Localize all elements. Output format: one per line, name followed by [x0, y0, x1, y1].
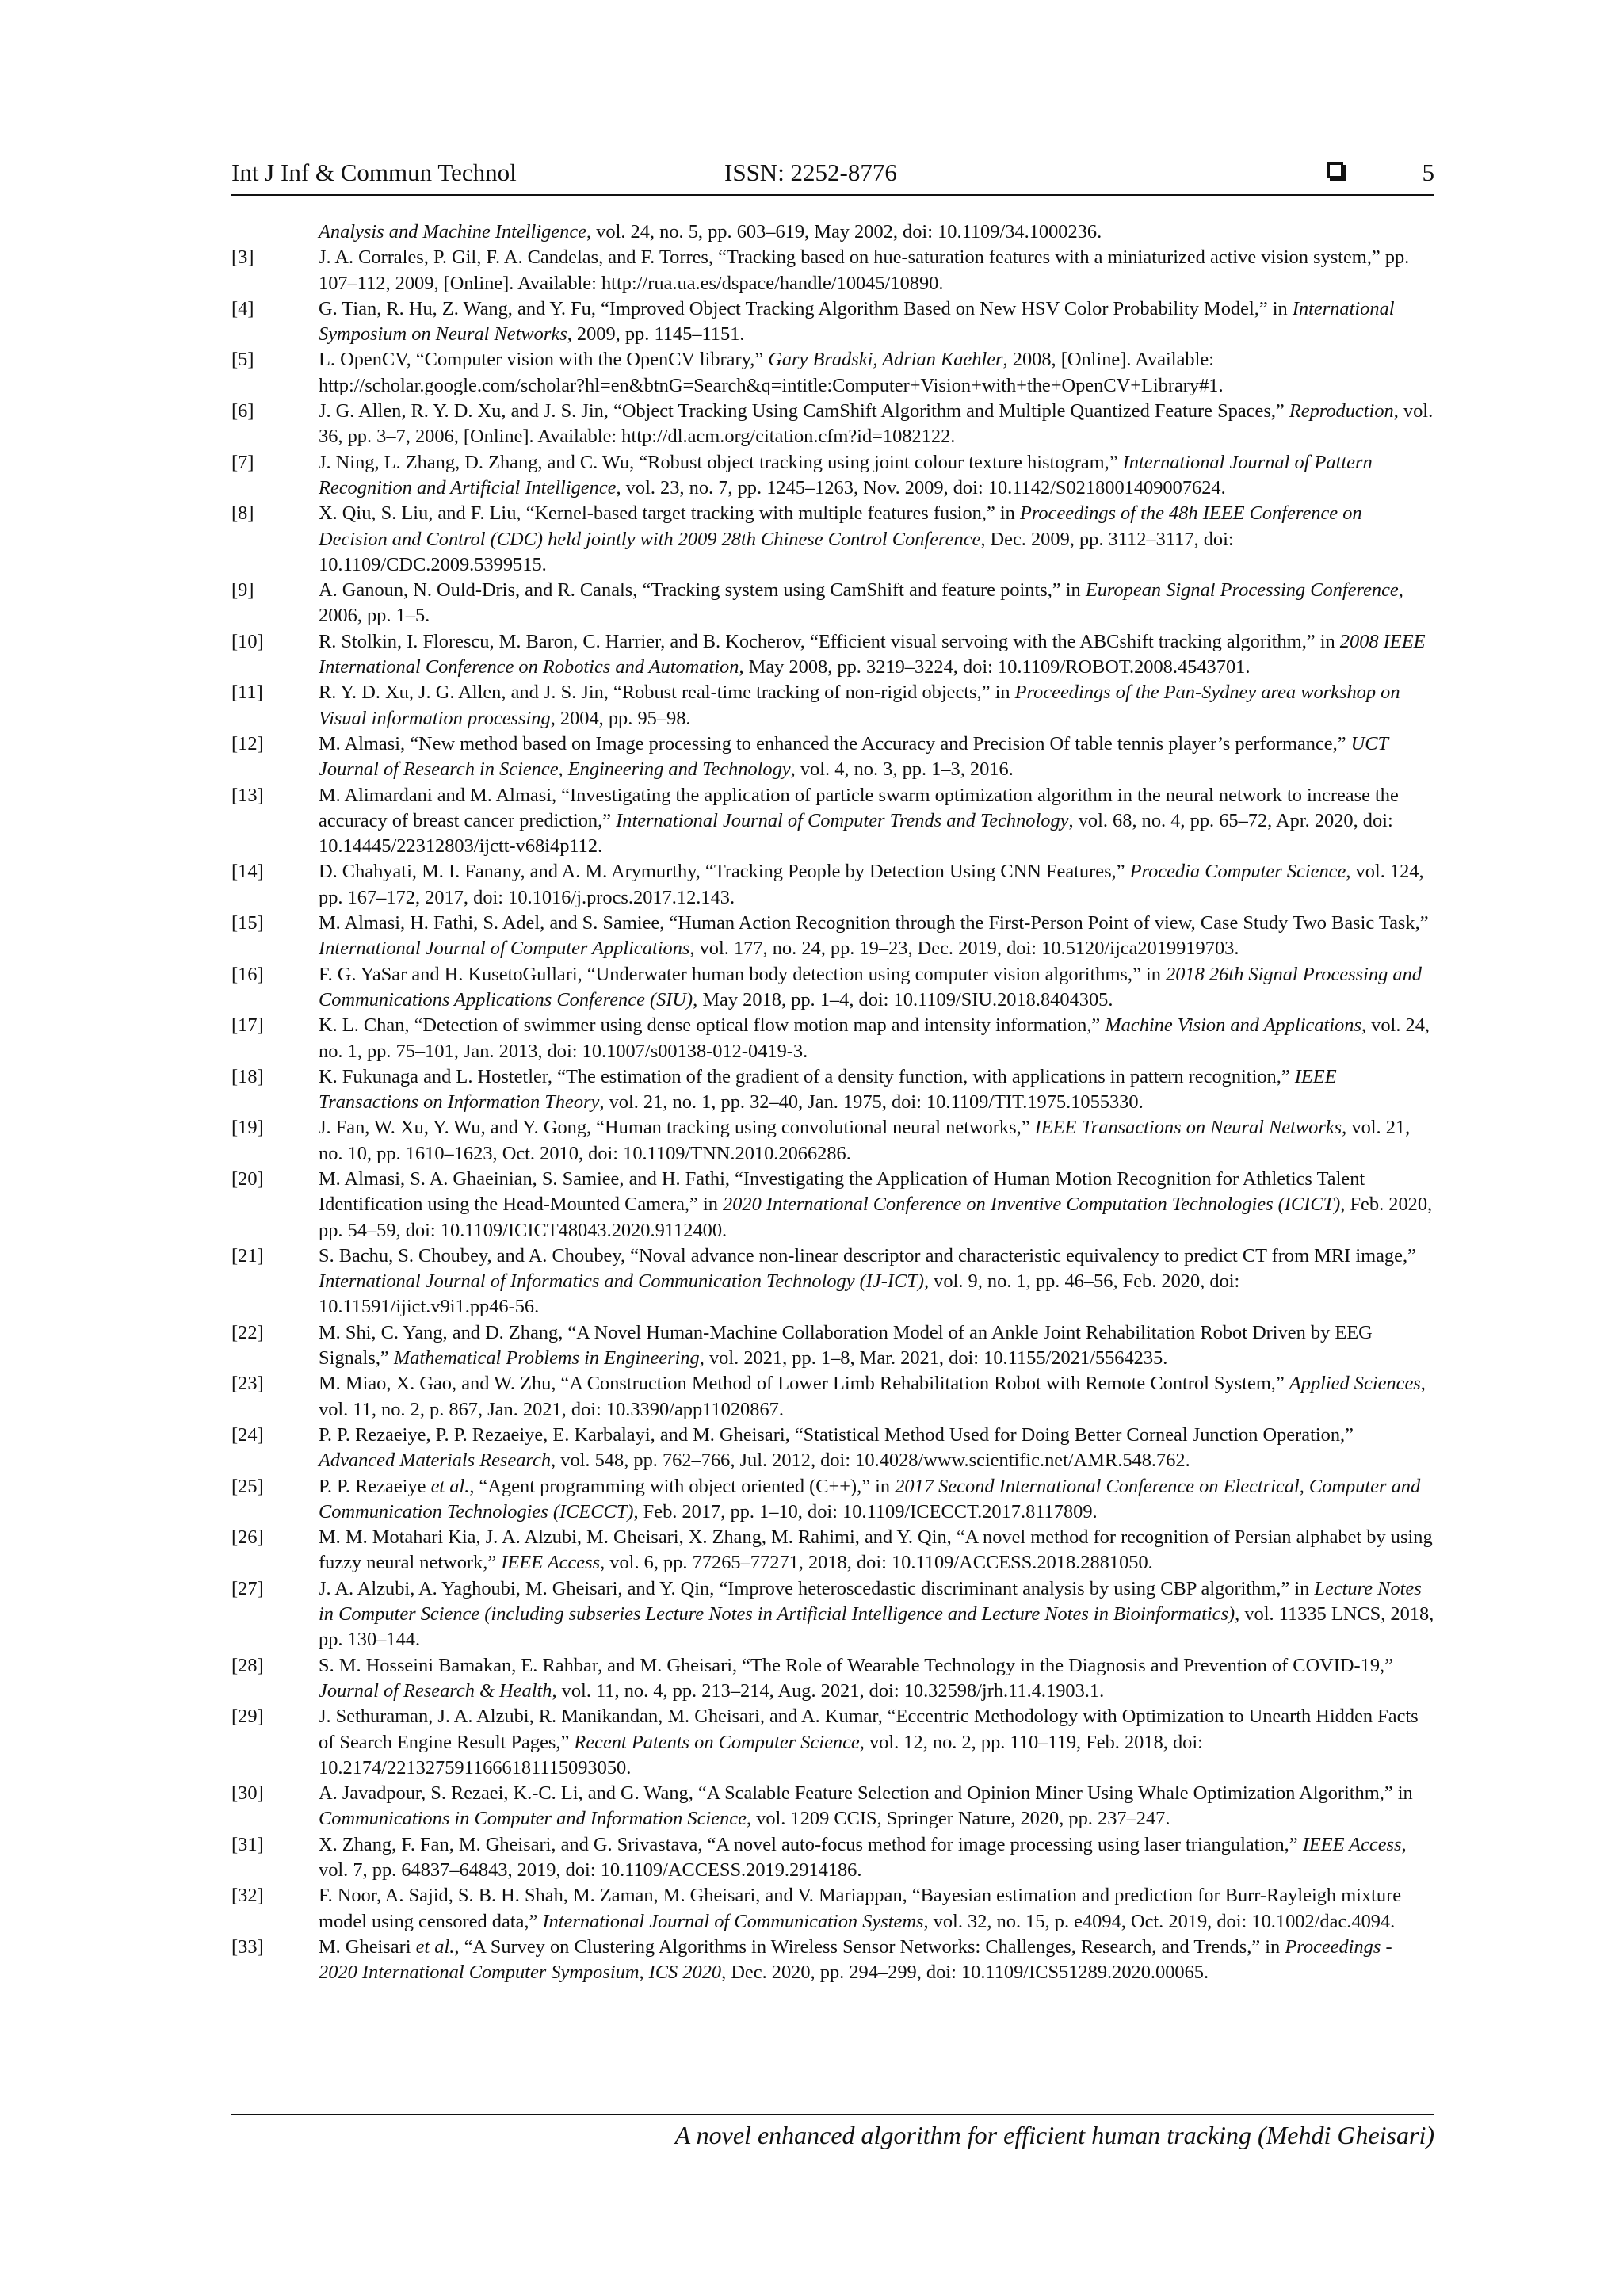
reference-entry	[231, 501, 1434, 578]
reference-italic-segment: IEEE Access	[1302, 1833, 1402, 1855]
reference-segment: M. Almasi, S. A. Ghaeinian, S. Samiee, and H. Fathi, “Investigating the Application of Human Motion Recognition for Athletics Talent Identification using the Head-Mounted Camera,” in	[319, 1167, 1365, 1216]
reference-text	[319, 1167, 1434, 1244]
reference-segment: , vol. 24, no. 1, pp. 75–101, Jan. 2013, doi: 10.1007/s00138-012-0419-3.	[319, 1014, 1430, 1062]
reference-segment: , vol. 32, no. 15, p. e4094, Oct. 2019, doi: 10.1002/dac.4094.	[923, 1910, 1396, 1932]
reference-segment: , vol. 9, no. 1, pp. 46–56, Feb. 2020, doi: 10.11591/ijict.v9i1.pp46-56.	[319, 1270, 1240, 1318]
reference-segment: , Dec. 2020, pp. 294–299, doi: 10.1109/ICS51289.2020.00065.	[721, 1962, 1209, 1984]
reference-number: [10]	[231, 630, 264, 652]
reference-segment: , 2009, pp. 1145–1151.	[567, 323, 745, 346]
reference-number: [18]	[231, 1065, 264, 1087]
reference-segment: R. Y. D. Xu, J. G. Allen, and J. S. Jin, “Robust real-time tracking of non-rigid objects,” in	[319, 682, 1015, 704]
reference-number: [30]	[231, 1782, 264, 1805]
reference-italic-segment: Machine Vision and Applications	[1105, 1014, 1361, 1037]
reference-text	[319, 347, 1434, 399]
reference-entry	[231, 629, 1434, 681]
reference-segment: S. M. Hosseini Bamakan, E. Rahbar, and M. Gheisari, “The Role of Wearable Technology in the Diagnosis and Prevention of COVID-19,”	[319, 1654, 1393, 1676]
reference-entry	[231, 1423, 1434, 1474]
reference-number: [27]	[231, 1577, 264, 1599]
reference-text	[319, 911, 1434, 962]
reference-entry	[231, 296, 1434, 348]
reference-italic-segment: Mathematical Problems in Engineering	[393, 1347, 700, 1370]
reference-text	[319, 1013, 1434, 1064]
reference-italic-segment: 2008 IEEE International Conference on Robotics and Automation	[319, 630, 1426, 678]
reference-segment: J. A. Alzubi, A. Yaghoubi, M. Gheisari, and Y. Qin, “Improve heteroscedastic discriminant analysis by using CBP algorithm,” in	[319, 1577, 1315, 1599]
reference-text	[319, 1704, 1434, 1781]
reference-segment: , “A Survey on Clustering Algorithms in Wireless Sensor Networks: Challenges, Research, and Trends,” in	[454, 1935, 1285, 1958]
reference-italic-segment: 2018 26th Signal Processing and Communications Applications Conference (SIU)	[319, 963, 1422, 1010]
reference-segment: , May 2018, pp. 1–4, doi: 10.1109/SIU.2018.8404305.	[693, 988, 1113, 1010]
reference-entry	[231, 347, 1434, 399]
reference-number: [12]	[231, 732, 264, 755]
reference-segment: , 2004, pp. 95–98.	[550, 707, 691, 729]
reference-italic-segment: Lecture Notes in Computer Science (including subseries Lecture Notes in Artificial Intelligence and Lecture Notes in Bioinformatics)	[319, 1577, 1422, 1626]
page-number: 5	[1422, 159, 1434, 186]
reference-segment: M. M. Motahari Kia, J. A. Alzubi, M. Gheisari, X. Zhang, M. Rahimi, and Y. Qin, “A novel method for recognition of Persian alphabet by using fuzzy neural network,”	[319, 1526, 1433, 1574]
reference-italic-segment: Proceedings of the 48h IEEE Conference on Decision and Control (CDC) held jointly with 2009 28th Chinese Control Conference	[319, 502, 1362, 550]
reference-number: [32]	[231, 1885, 264, 1907]
page-header	[231, 155, 1434, 190]
reference-text	[319, 1320, 1434, 1372]
reference-italic-segment: International Symposium on Neural Networks	[319, 297, 1395, 346]
reference-segment: M. Almasi, “New method based on Image processing to enhanced the Accuracy and Precision Of table tennis player’s performance,”	[319, 732, 1351, 755]
reference-entry	[231, 1832, 1434, 1884]
reference-segment: M. Almasi, H. Fathi, S. Adel, and S. Samiee, “Human Action Recognition through the First-Person Point of view, Case Study Two Basic Task,”	[319, 912, 1429, 934]
reference-text	[319, 732, 1434, 783]
reference-italic-segment: Gary Bradski, Adrian Kaehler	[768, 349, 1003, 371]
reference-text	[319, 296, 1434, 348]
reference-italic-segment: IEEE Access	[501, 1552, 601, 1574]
reference-entry	[231, 1244, 1434, 1320]
reference-number: [16]	[231, 963, 264, 985]
reference-segment: , vol. 7, pp. 64837–64843, 2019, doi: 10.1109/ACCESS.2019.2914186.	[319, 1833, 1407, 1881]
reference-entry	[231, 962, 1434, 1014]
reference-entry	[231, 578, 1434, 629]
reference-italic-segment: International Journal of Pattern Recognition and Artificial Intelligence	[319, 451, 1373, 499]
reference-entry	[231, 680, 1434, 732]
reference-italic-segment: International Journal of Informatics and Communication Technology (IJ-ICT)	[319, 1270, 924, 1293]
issn: ISSN: 2252-8776	[724, 159, 897, 186]
reference-entry	[231, 1525, 1434, 1576]
reference-italic-segment: International Journal of Communication Systems	[542, 1910, 924, 1932]
reference-segment: R. Stolkin, I. Florescu, M. Baron, C. Harrier, and B. Kocherov, “Efficient visual servoing with the ABCshift tracking algorithm,” in	[319, 630, 1340, 652]
reference-segment: F. G. YaSar and H. KusetoGullari, “Underwater human body detection using computer vision algorithms,” in	[319, 963, 1167, 985]
reference-segment: P. P. Rezaeiye, P. P. Rezaeiye, E. Karbalayi, and M. Gheisari, “Statistical Method Used for Doing Better Corneal Junction Operation,”	[319, 1423, 1354, 1446]
reference-segment: , Feb. 2017, pp. 1–10, doi: 10.1109/ICECCT.2017.8117809.	[633, 1500, 1098, 1522]
reference-segment: , vol. 21, no. 1, pp. 32–40, Jan. 1975, doi: 10.1109/TIT.1975.1055330.	[599, 1091, 1144, 1114]
reference-segment: , Dec. 2009, pp. 3112–3117, doi: 10.1109/CDC.2009.5399515.	[319, 528, 1234, 575]
reference-italic-segment: et al.	[415, 1935, 455, 1958]
reference-number: [8]	[231, 502, 254, 525]
reference-text	[319, 1474, 1434, 1526]
reference-segment: X. Zhang, F. Fan, M. Gheisari, and G. Srivastava, “A novel auto-focus method for image processing using laser triangulation,”	[319, 1833, 1303, 1855]
reference-segment: , vol. 11, no. 4, pp. 213–214, Aug. 2021, doi: 10.32598/jrh.11.4.1903.1.	[552, 1679, 1105, 1702]
running-footer-title: A novel enhanced algorithm for efficient human tracking (Mehdi Gheisari)	[674, 2121, 1434, 2149]
reference-segment: J. Ning, L. Zhang, D. Zhang, and C. Wu, “Robust object tracking using joint colour texture histogram,”	[319, 451, 1123, 473]
reference-text	[319, 1576, 1434, 1653]
reference-segment: , vol. 11, no. 2, p. 867, Jan. 2021, doi: 10.3390/app11020867.	[319, 1373, 1426, 1420]
reference-text	[319, 1653, 1434, 1705]
reference-entry	[231, 1167, 1434, 1244]
reference-segment: M. Shi, C. Yang, and D. Zhang, “A Novel Human-Machine Collaboration Model of an Ankle Joint Rehabilitation Robot Driven by EEG Signals,”	[319, 1321, 1373, 1370]
reference-segment: , vol. 124, pp. 167–172, 2017, doi: 10.1016/j.procs.2017.12.143.	[319, 861, 1424, 908]
reference-segment: J. Sethuraman, J. A. Alzubi, R. Manikandan, M. Gheisari, and A. Kumar, “Eccentric Methodology with Optimization to Unearth Hidden Facts of Search Engine Result Pages,”	[319, 1706, 1419, 1753]
reference-text	[319, 1781, 1434, 1832]
reference-italic-segment: UCT Journal of Research in Science, Engineering and Technology	[319, 732, 1388, 781]
reference-number: [29]	[231, 1706, 264, 1728]
reference-italic-segment: Analysis and Machine Intelligence	[319, 221, 586, 243]
reference-entry	[231, 911, 1434, 962]
reference-entry	[231, 1115, 1434, 1167]
reference-entry	[231, 783, 1434, 860]
reference-number: [33]	[231, 1935, 264, 1958]
reference-number: [4]	[231, 297, 254, 319]
reference-text	[319, 629, 1434, 681]
reference-text	[319, 245, 1434, 296]
reference-text	[319, 450, 1434, 502]
reference-italic-segment: Journal of Research & Health	[319, 1679, 552, 1702]
reference-entry	[231, 1935, 1434, 1986]
reference-text	[319, 1525, 1434, 1576]
reference-segment: , vol. 12, no. 2, pp. 110–119, Feb. 2018, doi: 10.2174/2213275911666181115093050.	[319, 1731, 1203, 1778]
reference-italic-segment: Recent Patents on Computer Science	[574, 1731, 860, 1753]
reference-segment: , vol. 36, pp. 3–7, 2006, [Online]. Available: http://dl.acm.org/citation.cfm?id=1082122.	[319, 400, 1434, 448]
reference-segment: M. Alimardani and M. Almasi, “Investigating the application of particle swarm optimization algorithm in the neural network to increase the accuracy of breast cancer prediction,”	[319, 784, 1399, 831]
reference-list	[231, 220, 1434, 1985]
reference-segment: K. Fukunaga and L. Hostetler, “The estimation of the gradient of a density function, with applications in pattern recognition,”	[319, 1065, 1295, 1087]
reference-italic-segment: Reproduction	[1289, 400, 1394, 422]
reference-segment: , May 2008, pp. 3219–3224, doi: 10.1109/ROBOT.2008.4543701.	[739, 656, 1251, 678]
reference-italic-segment: International Journal of Computer Applications	[319, 938, 690, 960]
reference-entry	[231, 450, 1434, 502]
reference-number: [22]	[231, 1321, 264, 1343]
reference-number: [6]	[231, 400, 254, 422]
reference-segment: , vol. 21, no. 10, pp. 1610–1623, Oct. 2010, doi: 10.1109/TNN.2010.2066286.	[319, 1117, 1411, 1164]
reference-number: [23]	[231, 1373, 264, 1395]
reference-italic-segment: IEEE Transactions on Information Theory	[319, 1065, 1337, 1114]
reference-number: [31]	[231, 1833, 264, 1855]
reference-segment: M. Gheisari	[319, 1935, 416, 1958]
reference-text	[319, 1244, 1434, 1320]
reference-entry	[231, 1013, 1434, 1064]
reference-text	[319, 783, 1434, 860]
reference-italic-segment: European Signal Processing Conference	[1085, 579, 1399, 602]
reference-segment: J. Fan, W. Xu, Y. Wu, and Y. Gong, “Human tracking using convolutional neural networks,”	[319, 1117, 1035, 1139]
reference-text	[319, 680, 1434, 732]
reference-text	[319, 220, 1434, 245]
reference-segment: , vol. 4, no. 3, pp. 1–3, 2016.	[790, 758, 1014, 781]
header-rule	[231, 194, 1434, 196]
reference-entry	[231, 1781, 1434, 1832]
reference-number: [25]	[231, 1475, 264, 1497]
reference-segment: , Feb. 2020, pp. 54–59, doi: 10.1109/ICICT48043.2020.9112400.	[319, 1194, 1433, 1241]
reference-text	[319, 399, 1434, 450]
reference-italic-segment: 2017 Second International Conference on Electrical, Computer and Communication Technologies (ICECCT)	[319, 1475, 1421, 1522]
reference-number: [26]	[231, 1526, 264, 1549]
reference-segment: , vol. 548, pp. 762–766, Jul. 2012, doi: 10.4028/www.scientific.net/AMR.548.762.	[551, 1450, 1190, 1472]
reference-italic-segment: Communications in Computer and Information Science	[319, 1808, 747, 1830]
reference-segment: J. G. Allen, R. Y. D. Xu, and J. S. Jin, “Object Tracking Using CamShift Algorithm and Multiple Quantized Feature Spaces,”	[319, 400, 1289, 422]
reference-entry	[231, 1653, 1434, 1705]
reference-italic-segment: Advanced Materials Research	[319, 1450, 552, 1472]
reference-segment: , vol. 23, no. 7, pp. 1245–1263, Nov. 2009, doi: 10.1142/S0218001409007624.	[616, 476, 1226, 499]
reference-number: [9]	[231, 579, 254, 602]
reference-entry	[231, 220, 1434, 245]
reference-number: [17]	[231, 1014, 264, 1037]
reference-segment: P. P. Rezaeiye	[319, 1475, 431, 1497]
reference-segment: S. Bachu, S. Choubey, and A. Choubey, “Noval advance non-linear descriptor and characteristic equivalency to predict CT from MRI image,”	[319, 1244, 1416, 1266]
reference-number: [14]	[231, 861, 264, 883]
reference-segment: , vol. 11335 LNCS, 2018, pp. 130–144.	[319, 1603, 1434, 1651]
footer-rule	[231, 2114, 1434, 2115]
reference-number: [11]	[231, 682, 263, 704]
reference-number: [19]	[231, 1117, 264, 1139]
reference-entry	[231, 1474, 1434, 1526]
journal-name: Int J Inf & Commun Technol	[231, 159, 517, 186]
reference-number: [20]	[231, 1167, 264, 1190]
reference-segment: , vol. 68, no. 4, pp. 65–72, Apr. 2020, doi: 10.14445/22312803/ijctt-v68i4p112.	[319, 809, 1393, 858]
reference-italic-segment: Proceedings of the Pan-Sydney area workshop on Visual information processing	[319, 682, 1400, 729]
checkbox-icon	[1327, 162, 1343, 178]
reference-segment: L. OpenCV, “Computer vision with the OpenCV library,”	[319, 349, 769, 371]
reference-text	[319, 1115, 1434, 1167]
reference-entry	[231, 1704, 1434, 1781]
reference-segment: , 2008, [Online]. Available: http://scholar.google.com/scholar?hl=en&btnG=Search&q=intitle:Computer+Vision+with+the+OpenCV+Library#1.	[319, 349, 1224, 396]
reference-number: [3]	[231, 246, 254, 269]
reference-text	[319, 962, 1434, 1014]
reference-number: [7]	[231, 451, 254, 473]
reference-segment: A. Javadpour, S. Rezaei, K.-C. Li, and G. Wang, “A Scalable Feature Selection and Opinion Miner Using Whale Optimization Algorithm,” in	[319, 1782, 1413, 1805]
reference-number: [15]	[231, 912, 264, 934]
reference-entry	[231, 732, 1434, 783]
reference-segment: , vol. 1209 CCIS, Springer Nature, 2020, pp. 237–247.	[746, 1808, 1170, 1830]
reference-segment: D. Chahyati, M. I. Fanany, and A. M. Arymurthy, “Tracking People by Detection Using CNN Features,”	[319, 861, 1130, 883]
reference-italic-segment: Applied Sciences	[1289, 1373, 1421, 1395]
reference-italic-segment: 2020 International Conference on Inventive Computation Technologies (ICICT)	[723, 1194, 1341, 1216]
reference-entry	[231, 1371, 1434, 1423]
reference-segment: , “Agent programming with object oriented (C++),” in	[469, 1475, 896, 1497]
reference-entry	[231, 245, 1434, 296]
reference-segment: M. Miao, X. Gao, and W. Zhu, “A Construction Method of Lower Limb Rehabilitation Robot with Remote Control System,”	[319, 1373, 1289, 1395]
reference-entry	[231, 1883, 1434, 1935]
reference-text	[319, 501, 1434, 578]
reference-entry	[231, 1064, 1434, 1116]
reference-segment: , vol. 24, no. 5, pp. 603–619, May 2002, doi: 10.1109/34.1000236.	[586, 221, 1102, 243]
reference-entry	[231, 859, 1434, 911]
reference-text	[319, 1423, 1434, 1474]
reference-text	[319, 1371, 1434, 1423]
reference-number: [5]	[231, 349, 254, 371]
reference-segment: , vol. 2021, pp. 1–8, Mar. 2021, doi: 10.1155/2021/5564235.	[699, 1347, 1168, 1370]
reference-number: [28]	[231, 1654, 264, 1676]
reference-segment: X. Qiu, S. Liu, and F. Liu, “Kernel-based target tracking with multiple features fusion,” in	[319, 502, 1020, 525]
reference-text	[319, 1883, 1434, 1935]
reference-italic-segment: International Journal of Computer Trends and Technology	[616, 809, 1069, 831]
reference-text	[319, 1832, 1434, 1884]
reference-number: [21]	[231, 1244, 264, 1266]
reference-entry	[231, 1576, 1434, 1653]
reference-italic-segment: IEEE Transactions on Neural Networks	[1034, 1117, 1342, 1139]
reference-text	[319, 1064, 1434, 1116]
reference-entry	[231, 1320, 1434, 1372]
reference-number: [24]	[231, 1423, 264, 1446]
reference-italic-segment: et al.	[430, 1475, 470, 1497]
reference-text	[319, 859, 1434, 911]
reference-segment: , vol. 177, no. 24, pp. 19–23, Dec. 2019, doi: 10.5120/ijca2019919703.	[689, 938, 1239, 960]
reference-segment: F. Noor, A. Sajid, S. B. H. Shah, M. Zaman, M. Gheisari, and V. Mariappan, “Bayesian estimation and prediction for Burr-Rayleigh mixture model using censored data,”	[319, 1885, 1402, 1932]
reference-segment: J. A. Corrales, P. Gil, F. A. Candelas, and F. Torres, “Tracking based on hue-saturation features with a miniaturized active vision system,” pp. 107–112, 2009, [Online]. Available: http://rua.ua.es/dspace/handle/10045/10890.	[319, 246, 1410, 294]
reference-italic-segment: Proceedings - 2020 International Computer Symposium, ICS 2020	[319, 1935, 1392, 1984]
reference-segment: K. L. Chan, “Detection of swimmer using dense optical flow motion map and intensity information,”	[319, 1014, 1106, 1037]
reference-segment: A. Ganoun, N. Ould-Dris, and R. Canals, “Tracking system using CamShift and feature points,” in	[319, 579, 1086, 602]
reference-entry	[231, 399, 1434, 450]
reference-segment: G. Tian, R. Hu, Z. Wang, and Y. Fu, “Improved Object Tracking Algorithm Based on New HSV Color Probability Model,” in	[319, 297, 1293, 319]
reference-italic-segment: Procedia Computer Science	[1129, 861, 1346, 883]
reference-text	[319, 578, 1434, 629]
reference-segment: , 2006, pp. 1–5.	[319, 579, 1403, 627]
reference-segment: , vol. 6, pp. 77265–77271, 2018, doi: 10.1109/ACCESS.2018.2881050.	[600, 1552, 1153, 1574]
reference-number: [13]	[231, 784, 264, 806]
reference-text	[319, 1935, 1434, 1986]
